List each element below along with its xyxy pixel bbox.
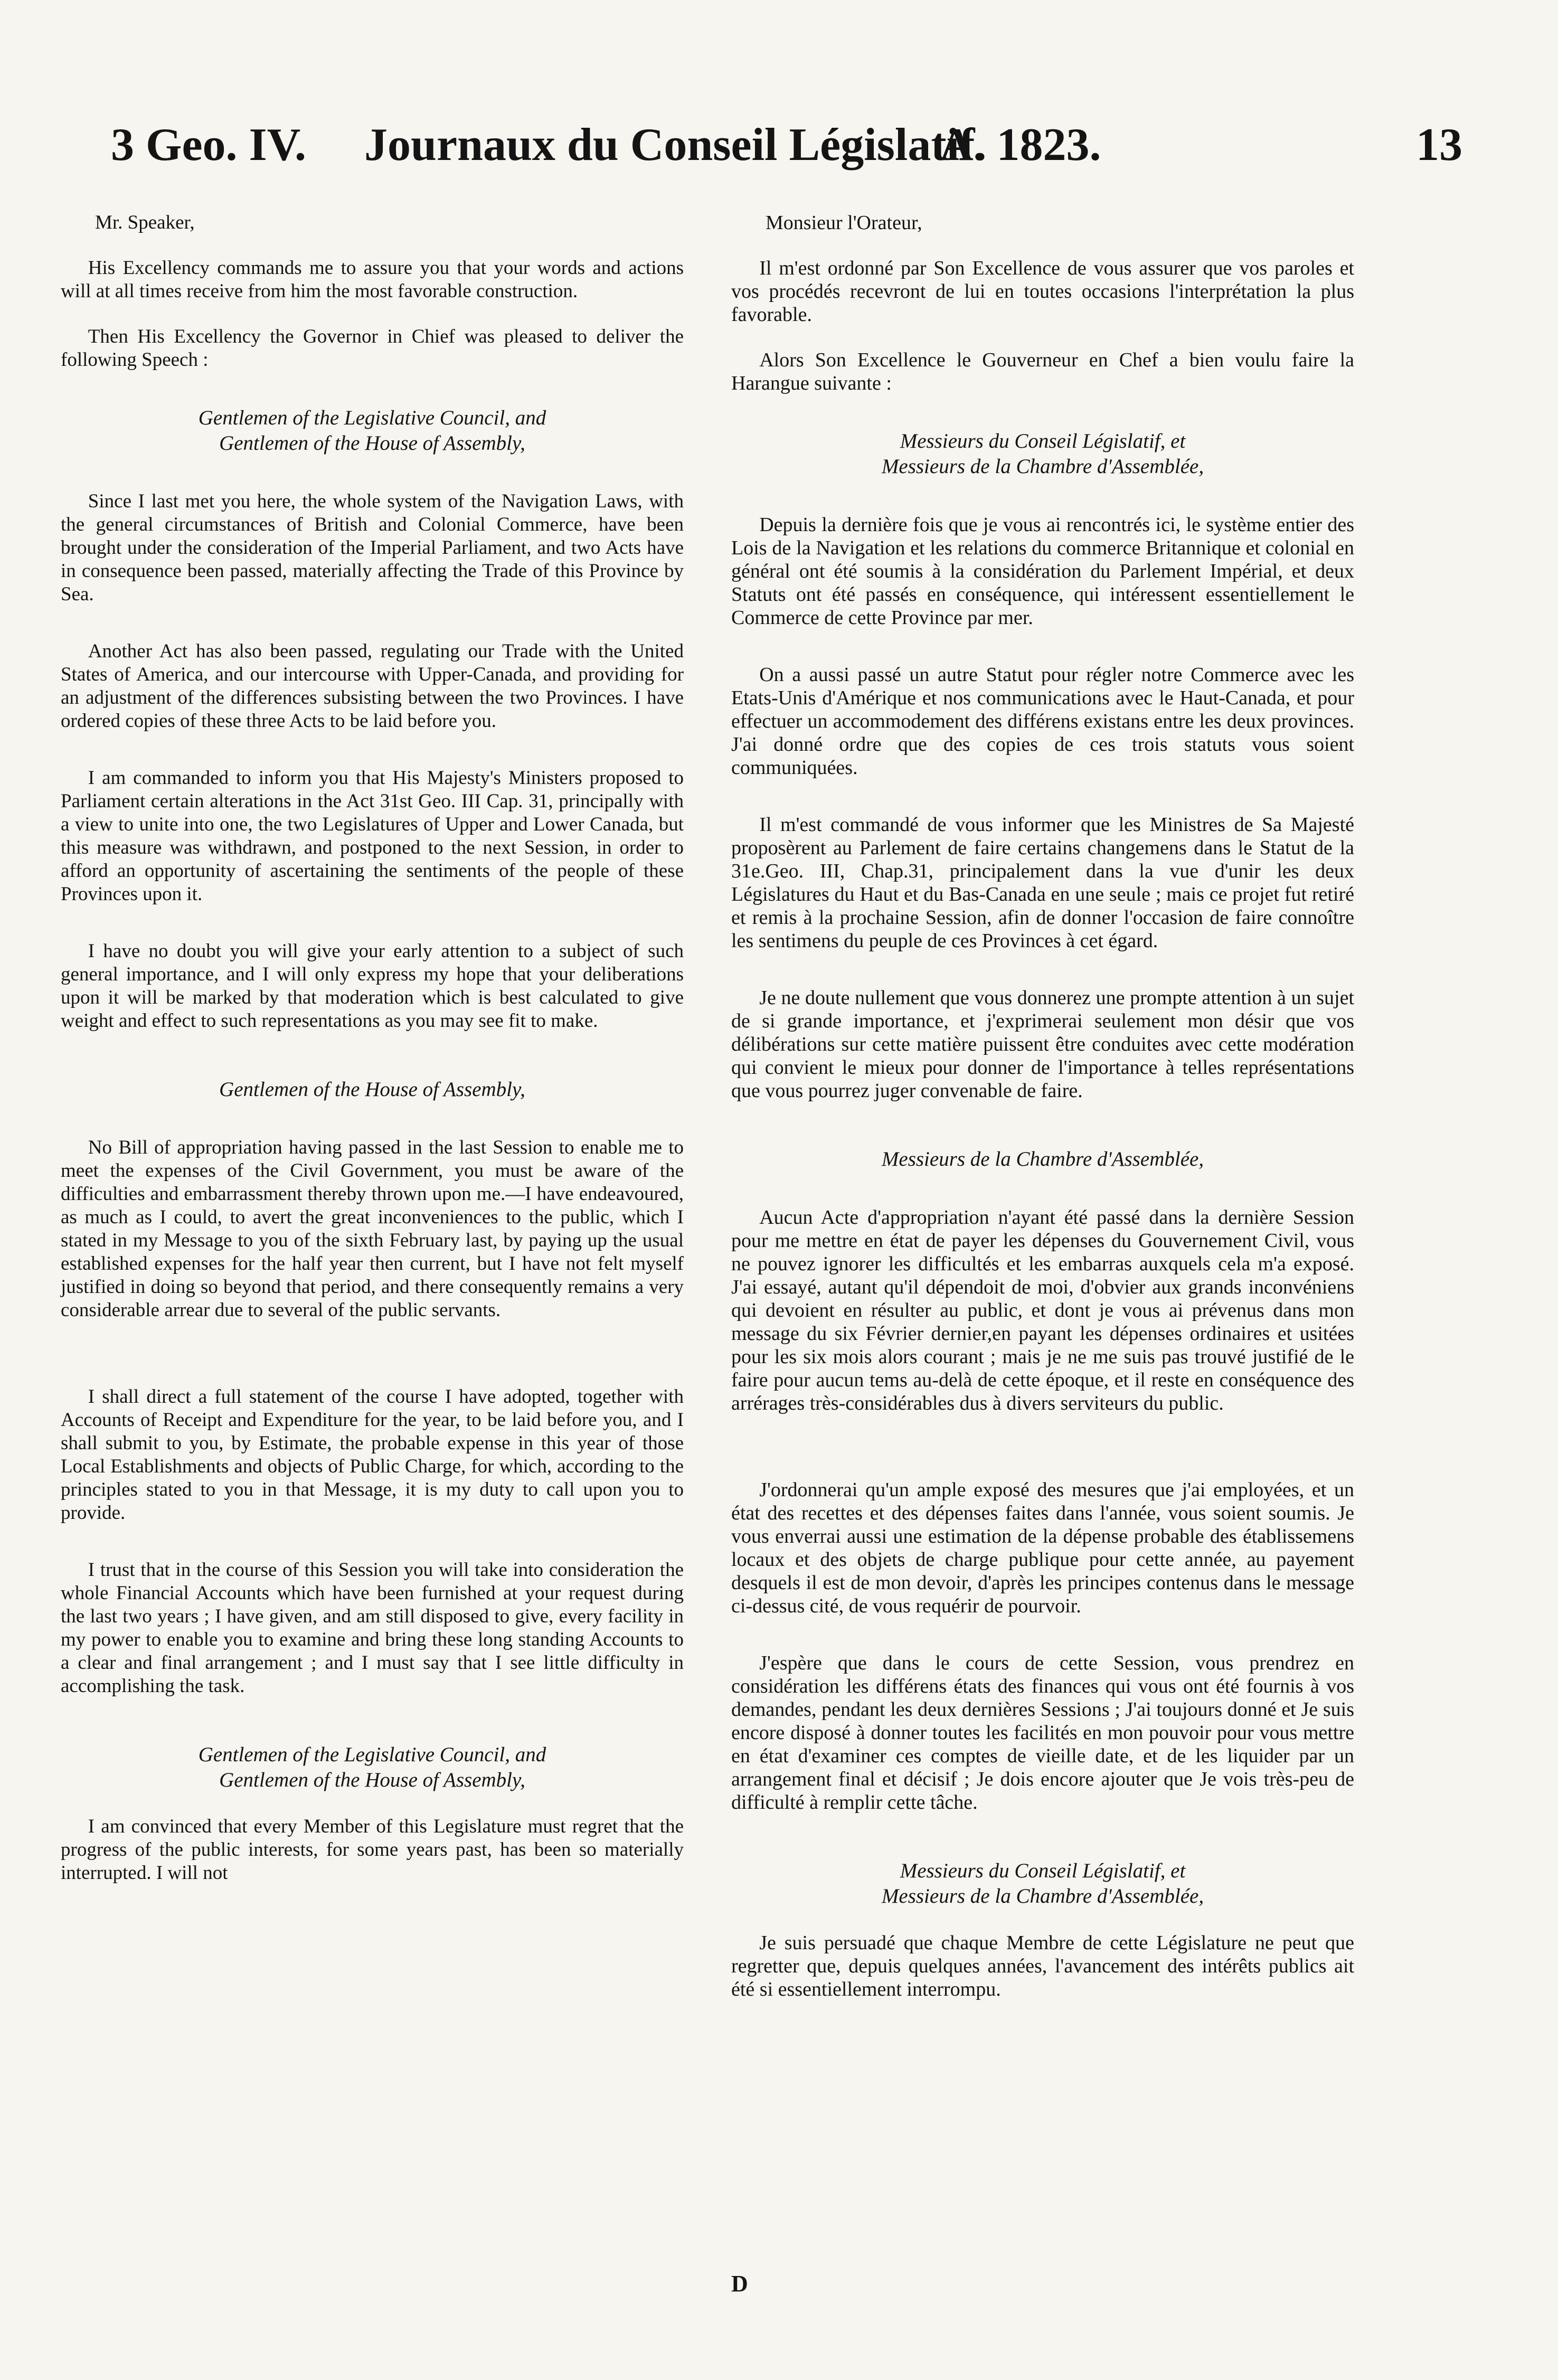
paragraph: J'espère que dans le cours de cette Session, vous prendrez en considération les différens états des finances qui vous ont été fournis à vos demandes, pendant les deux dernières Sessions ; J'ai toujours donné et Je suis encore disposé à donner toutes les facilités en mon pouvoir pour vous mettre en état d'examiner ces comptes de vieille date, et de les liquider par un arrangement final et décisif ; Je dois encore ajouter que Je vois très-peu de difficulté à remplir cette tâche. [731,1652,1354,1814]
page-header [111,114,1462,177]
section-heading: Gentlemen of the Legislative Council, and [198,1743,546,1766]
paragraph: I am commanded to inform you that His Majesty's Ministers proposed to Parliament certain alterations in the Act 31st Geo. III Cap. 31, principally with a view to unite into one, the two Legislatures of Upper and Lower Canada, but this measure was withdrawn, and postponed to the next Session, in order to afford an opportunity of ascertaining the sentiments of the people of these Provinces upon it. [61,767,684,905]
address: Monsieur l'Orateur, [766,212,922,234]
paragraph: Then His Excellency the Governor in Chief was pleased to deliver the following Speech : [61,326,684,371]
section-heading: Gentlemen of the Legislative Council, and [198,407,546,429]
paragraph: Je suis persuadé que chaque Membre de cette Législature ne peut que regretter que, depuis quelques années, l'avancement des intérêts publics ait été si essentiellement interrompu. [731,1932,1354,2000]
address: Mr. Speaker, [95,212,195,233]
section-heading: Messieurs de la Chambre d'Assemblée, [881,1885,1204,1907]
paragraph: Il m'est ordonné par Son Excellence de vous assurer que vos paroles et vos procédés recevront de lui en toutes occasions l'interprétation la plus favorable. [731,257,1354,326]
signature-mark: D [731,2271,748,2297]
paragraph: Je ne doute nullement que vous donnerez une prompte attention à un sujet de si grande importance, et j'exprimerai seulement mon désir que vos délibérations sur cette matière puissent être conduites avec cette modération qui convient le mieux pour donner de l'importance à telles représentations que vous pourrez juger convenable de faire. [731,987,1354,1102]
journal-year: A. 1823. [940,119,1101,171]
section-heading: Messieurs de la Chambre d'Assemblée, [881,1148,1204,1170]
paragraph: I shall direct a full statement of the course I have adopted, together with Accounts of Receipt and Expenditure for the year, to be laid before you, and I shall submit to you, by Estimate, the probable expense in this year of those Local Establishments and objects of Public Charge, for which, according to the principles stated to you in that Message, it is my duty to call upon you to provide. [61,1386,684,1524]
french-column [731,211,1354,2001]
paragraph: Aucun Acte d'appropriation n'ayant été passé dans la dernière Session pour me mettre en état de payer les dépenses du Gouvernement Civil, vous ne pouvez ignorer les difficultés et les embarras auxquels cela m'a exposé. J'ai essayé, autant qu'il dépendoit de moi, d'obvier aux grands inconvéniens qui devoient en résulter au public, et dont je vous ai prévenus dans mon message du six Février dernier,en payant les dépenses ordinaires et usitées pour les six mois alors courant ; mais je ne me suis pas trouvé justifié de le faire pour aucun tems au-delà de cette époque, et il reste en conséquence des arrérages très-considérables dus à divers serviteurs du public. [731,1206,1354,1414]
paragraph: No Bill of appropriation having passed in the last Session to enable me to meet the expenses of the Civil Government, you must be aware of the difficulties and embarrassment thereby thrown upon me.—I have endeavoured, as much as I could, to avert the great inconveniences to the public, which I stated in my Message to you of the sixth February last, by paying up the usual established expenses for the half year then current, but I have not felt myself justified in doing so beyond that period, and there consequently remains a very considerable arrear due to several of the public servants. [61,1137,684,1321]
paragraph: J'ordonnerai qu'un ample exposé des mesures que j'ai employées, et un état des recettes et des dépenses faites dans l'année, vous soient soumis. Je vous enverrai aussi une estimation de la dépense probable des établissemens locaux et des objets de charge publique pour cette année, au payement desquels il est de mon devoir, d'après les principes contenus dans le message ci-dessus cité, de vous requérir de pourvoir. [731,1479,1354,1617]
paragraph: Another Act has also been passed, regulating our Trade with the United States of America, and our intercourse with Upper-Canada, and providing for an adjustment of the differences subsisting between the two Provinces. I have ordered copies of these three Acts to be laid before you. [61,640,684,732]
paragraph: I have no doubt you will give your early attention to a subject of such general importance, and I will only express my hope that your deliberations upon it will be marked by that moderation which is best calculated to give weight and effect to such representations as you may see fit to make. [61,940,684,1032]
paragraph: Il m'est commandé de vous informer que les Ministres de Sa Majesté proposèrent au Parlement de faire certains changemens dans le Statut de la 31e.Geo. III, Chap.31, principalement dans la vue d'unir les deux Législatures du Haut et du Bas-Canada en une seule ; mais ce projet fut retiré et remis à la prochaine Session, afin de donner l'occasion de faire connoître les sentimens du peuple de ces Provinces à cet égard. [731,814,1354,952]
english-column [61,211,684,1885]
paragraph: I trust that in the course of this Session you will take into consideration the whole Financial Accounts which have been furnished at your request during the last two years ; I have given, and am still disposed to give, every facility in my power to enable you to examine and bring these long standing Accounts to a clear and final arrangement ; and I must say that I see little difficulty in accomplishing the task. [61,1559,684,1697]
paragraph: Depuis la dernière fois que je vous ai rencontrés ici, le système entier des Lois de la Navigation et les relations du commerce Britannique et colonial en général ont été soumis à la considération du Parlement Impérial, et deux Statuts ont été passés en conséquence, qui intéressent essentiellement le Commerce de cette Province par mer. [731,514,1354,629]
paragraph: Alors Son Excellence le Gouverneur en Chef a bien voulu faire la Harangue suivante : [731,349,1354,394]
paragraph: Since I last met you here, the whole system of the Navigation Laws, with the general circumstances of British and Colonial Commerce, have been brought under the consideration of the Imperial Parliament, and two Acts have in consequence been passed, materially affecting the Trade of this Province by Sea. [61,490,684,605]
paragraph: His Excellency commands me to assure you that your words and actions will at all times receive from him the most favorable construction. [61,257,684,302]
paragraph: I am convinced that every Member of this Legislature must regret that the progress of the public interests, for some years past, has been so materially interrupted. I will not [61,1816,684,1884]
page-number: 13 [1416,119,1462,171]
journal-title: Journaux du Conseil Législatif. [364,119,987,171]
section-heading: Gentlemen of the House of Assembly, [219,1769,525,1791]
paragraph: On a aussi passé un autre Statut pour régler notre Commerce avec les Etats-Unis d'Amérique et nos communications avec le Haut-Canada, et pour effectuer un accommodement des différens existans entre les deux provinces. J'ai donné ordre que des copies de ces trois statuts vous soient communiquées. [731,664,1354,779]
section-heading: Gentlemen of the House of Assembly, [219,432,525,455]
section-heading: Messieurs du Conseil Législatif, et [900,1859,1186,1882]
regnal-year: 3 Geo. IV. [111,119,306,171]
section-heading: Messieurs du Conseil Législatif, et [900,430,1186,452]
section-heading: Gentlemen of the House of Assembly, [219,1078,525,1101]
section-heading: Messieurs de la Chambre d'Assemblée, [881,455,1204,478]
